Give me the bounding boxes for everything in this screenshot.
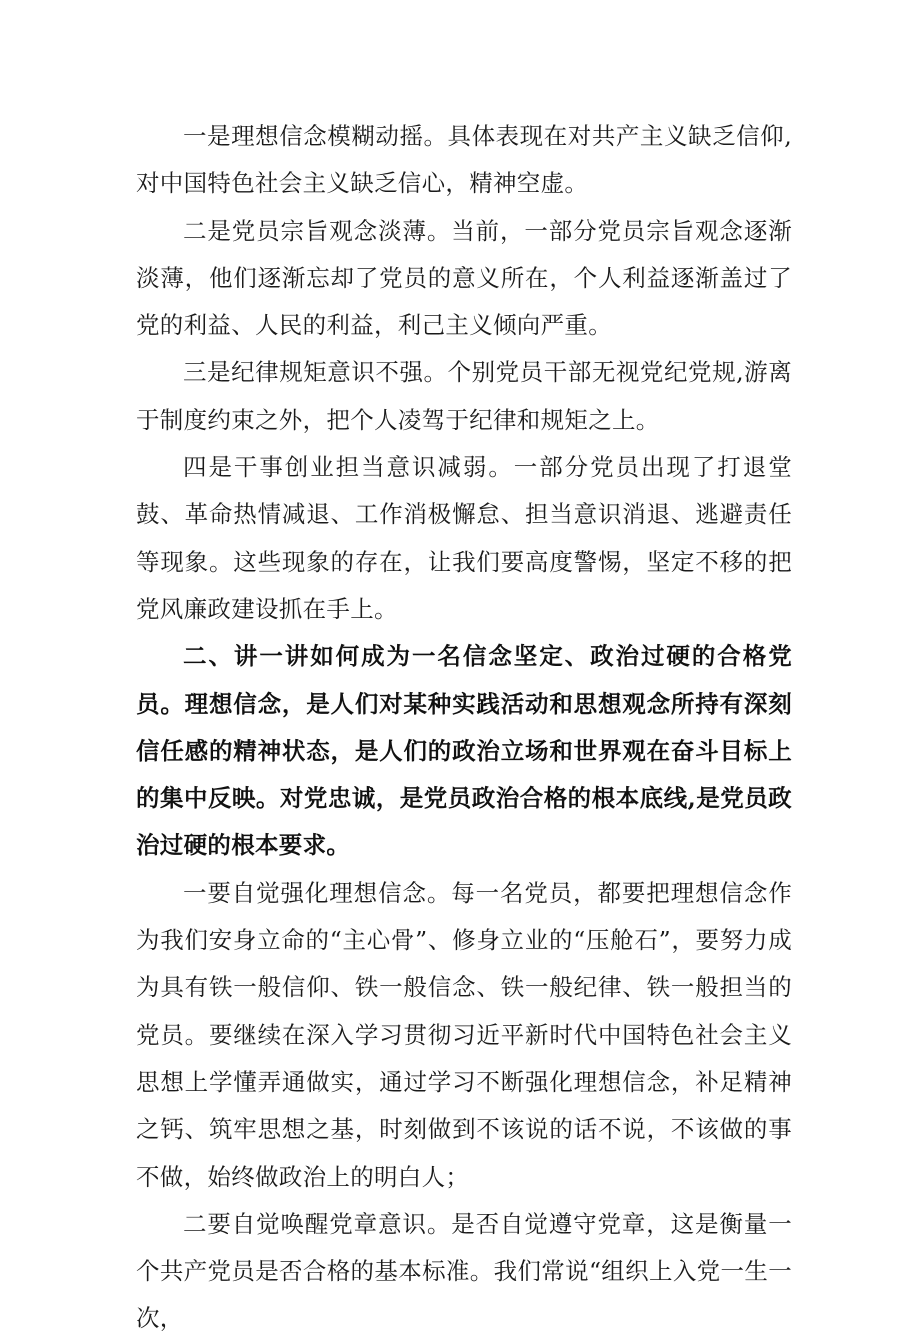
section-heading-qualified-member: 二、讲一讲如何成为一名信念坚定、政治过硬的合格党员。理想信念，是人们对某种实践活动和思想观念所持有深刻信任感的精神状态，是人们的政治立场和世界观在奋斗目标上的集中反映。对党忠诚，是党员政治合格的根本底线,是党员政治过硬的根本要求。 — [136, 642, 792, 860]
paragraph-party-constitution: 二要自觉唤醒党章意识。是否自觉遵守党章，这是衡量一个共产党员是否合格的基本标准。我们常说“组织上入党一生一次， — [136, 1209, 792, 1333]
paragraph-purpose-weak: 二是党员宗旨观念淡薄。当前，一部分党员宗旨观念逐渐淡薄，他们逐渐忘却了党员的意义所在，个人利益逐渐盖过了党的利益、人民的利益，利己主义倾向严重。 — [136, 216, 792, 340]
paragraph-strengthen-ideals: 一要自觉强化理想信念。每一名党员，都要把理想信念作为我们安身立命的“主心骨”、修身立业的“压舱石”，要努力成为具有铁一般信仰、铁一般信念、铁一般纪律、铁一般担当的党员。要继续在深入学习贯彻习近平新时代中国特色社会主义思想上学懂弄通做实，通过学习不断强化理想信念，补足精神之钙、筑牢思想之基，时刻做到不该说的话不说，不该做的事不做，始终做政治上的明白人； — [136, 878, 792, 1191]
paragraph-discipline-weak: 三是纪律规矩意识不强。个别党员干部无视党纪党规,游离于制度约束之外，把个人凌驾于纪律和规矩之上。 — [136, 358, 792, 434]
paragraph-ideals-wavering: 一是理想信念模糊动摇。具体表现在对共产主义缺乏信仰,对中国特色社会主义缺乏信心，精神空虚。 — [136, 122, 792, 198]
paragraph-responsibility-weak: 四是干事创业担当意识减弱。一部分党员出现了打退堂鼓、革命热情减退、工作消极懈怠、担当意识消退、逃避责任等现象。这些现象的存在，让我们要高度警惕，坚定不移的把党风廉政建设抓在手上。 — [136, 453, 792, 623]
